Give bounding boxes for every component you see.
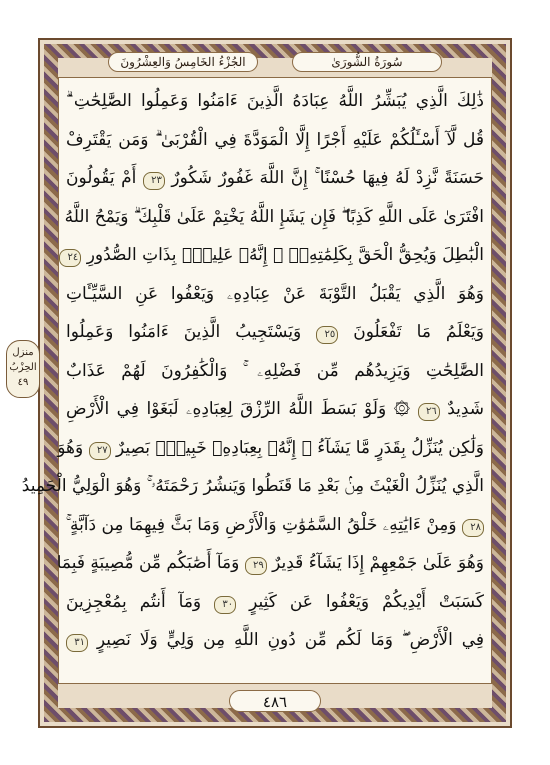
verse-text: وَمَآ أَنتُم بِمُعْجِزِينَ bbox=[66, 591, 202, 612]
ayah-number-marker: ٢٧ bbox=[89, 442, 111, 460]
verse-text: الَّذِي يُنَزِّلُ الْغَيْثَ مِنۢ بَعْدِ مَا قَنَطُوا وَيَنشُرُ رَحْمَتَهُۥ ۚ وَهُوَ الْوَلِيُّ الْحَمِيدُ bbox=[21, 476, 484, 496]
verse-line bbox=[66, 315, 484, 349]
ayah-number-marker: ٣٠ bbox=[214, 596, 236, 614]
verse-text: ذَٰلِكَ الَّذِي يُبَشِّرُ اللَّهُ عِبَادَهُ الَّذِينَ ءَامَنُوا وَعَمِلُوا الصَّٰلِحَٰتِ ۗ bbox=[66, 91, 484, 111]
verse-text: وَلَٰكِن يُنَزِّلُ بِقَدَرٍ مَّا يَشَآءُ ۚ إِنَّهُۥ بِعِبَادِهِۦ خَبِيرٌۢ بَصِيرٌ bbox=[115, 437, 484, 458]
verse-text: وَهُوَ الَّذِي يَقْبَلُ التَّوْبَةَ عَنْ عِبَادِهِۦ وَيَعْفُوا عَنِ السَّيِّـَٔاتِ bbox=[66, 283, 484, 304]
ayah-number-marker: ٢٥ bbox=[316, 326, 338, 344]
verse-line bbox=[66, 277, 484, 311]
verse-text: وَيَسْتَجِيبُ الَّذِينَ ءَامَنُوا وَعَمِلُوا bbox=[66, 322, 302, 342]
verse-text: حَسَنَةً نَّزِدْ لَهُ فِيهَا حُسْنًا ۚ إِنَّ اللَّهَ غَفُورٌ شَكُورٌ bbox=[171, 168, 485, 188]
verse-text: كَسَبَتْ أَيْدِيكُمْ وَيَعْفُوا عَن كَثِيرٍ bbox=[249, 591, 484, 612]
ayah-number-marker: ٢٤ bbox=[59, 249, 81, 267]
verse-text: فِي الْأَرْضِ ۖ وَمَا لَكُم مِّن دُونِ اللَّهِ مِن وَلِيٍّ وَلَا نَصِيرٍ bbox=[96, 630, 484, 650]
verse-line bbox=[66, 200, 484, 234]
verse-line bbox=[66, 161, 484, 195]
verse-line bbox=[66, 392, 484, 426]
verse-text: الْبَٰطِلَ وَيُحِقُّ الْحَقَّ بِكَلِمَٰتِهِۦٓ ۚ إِنَّهُۥ عَلِيمٌۢ بِذَاتِ الصُّدُورِ bbox=[86, 245, 484, 265]
hizb-marker bbox=[6, 340, 40, 398]
verse-text: افْتَرَىٰ عَلَى اللَّهِ كَذِبًا ۖ فَإِن يَشَإِ اللَّهُ يَخْتِمْ عَلَىٰ قَلْبِكَ ۗ وَيَمْحُ اللَّهُ bbox=[64, 206, 484, 227]
page-number: ٤٨٦ bbox=[229, 690, 321, 712]
verse-text: شَدِيدٌ bbox=[447, 399, 485, 419]
verse-line bbox=[56, 546, 484, 580]
verse-text: الصَّٰلِحَٰتِ وَيَزِيدُهُم مِّن فَضْلِهِۦ ۚ وَالْكَٰفِرُونَ لَهُمْ عَذَابٌ bbox=[66, 360, 484, 381]
verse-line bbox=[66, 508, 484, 542]
verse-line bbox=[66, 585, 484, 619]
verse-line bbox=[66, 123, 484, 157]
verse-text: قُل لَّآ أَسْـَٔلُكُمْ عَلَيْهِ أَجْرًا إِلَّا الْمَوَدَّةَ فِي الْقُرْبَىٰ ۗ وَمَن يَقْتَرِفْ bbox=[66, 129, 484, 150]
verse-text: وَهُوَ عَلَىٰ جَمْعِهِمْ إِذَا يَشَآءُ قَدِيرٌ bbox=[272, 553, 484, 573]
verse-text: ۞ وَلَوْ بَسَطَ اللَّهُ الرِّزْقَ لِعِبَادِهِۦ لَبَغَوْا فِي الْأَرْضِ bbox=[66, 399, 411, 419]
ayah-number-marker: ٣١ bbox=[66, 634, 88, 652]
page-header bbox=[56, 52, 494, 74]
verse-line bbox=[57, 431, 484, 465]
ayah-number-marker: ٢٦ bbox=[418, 403, 440, 421]
verse-line bbox=[66, 84, 484, 118]
verse-line bbox=[66, 623, 484, 657]
verse-line bbox=[66, 354, 484, 388]
verse-text: وَمَآ أَصَٰبَكُم مِّن مُّصِيبَةٍ فَبِمَا bbox=[56, 553, 240, 573]
manzil-label: منزل bbox=[12, 347, 34, 358]
juz-label: الجُزْءُ الخَامِسُ وَالعِشْرُونَ bbox=[108, 52, 258, 72]
verse-text: أَمْ يَقُولُونَ bbox=[66, 168, 137, 188]
ayah-number-marker: ٢٨ bbox=[462, 519, 484, 537]
ayah-number-marker: ٢٣ bbox=[143, 172, 165, 190]
verse-line bbox=[21, 469, 484, 503]
hizb-label: الحِزْبُ bbox=[9, 362, 37, 373]
surah-label: سُورَةُ الشُّورَىٰ bbox=[292, 52, 442, 72]
verse-line bbox=[66, 238, 484, 272]
hizb-number: ٤٩ bbox=[17, 377, 29, 388]
verse-text: وَهُوَ bbox=[57, 437, 84, 458]
verse-text: وَمِنْ ءَايَٰتِهِۦ خَلْقُ السَّمَٰوَٰتِ وَالْأَرْضِ وَمَا بَثَّ فِيهِمَا مِن دَآبَّةٍ ۚ bbox=[65, 514, 457, 535]
ayah-number-marker: ٢٩ bbox=[245, 557, 267, 575]
verse-text: وَيَعْلَمُ مَا تَفْعَلُونَ bbox=[353, 322, 484, 342]
